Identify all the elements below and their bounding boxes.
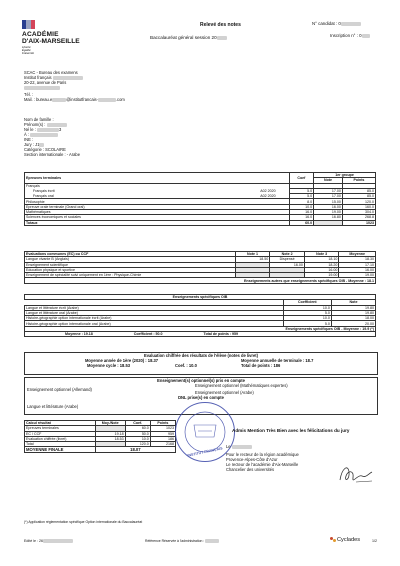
table-row: Enseignement de spécialité suivi uniquement en 1ère : Physique-Chimie 19.00 19.00 <box>26 273 374 278</box>
logo-line1: ACADÉMIE <box>22 31 59 38</box>
table-row: Total 120.0 2168 <box>26 442 174 447</box>
table-row: Enseignement scientifique 16.00 18.20 17.10 <box>26 262 374 267</box>
table-footer: Moyenne : 19.18 Coefficient : 50.0 Total de points : 959 <box>25 332 376 337</box>
footer-reference: Référence Réservée à l'administration : <box>145 539 219 544</box>
candidate-number: N° candidat : 0 <box>312 21 361 26</box>
candidate-block: Nom de famille : Prénom(s) : Né le : 3 À : INE : Jury : J1 Catégorie : SCOLAIRE Section internationale : - Arabe <box>24 117 80 157</box>
academy-logo <box>22 20 97 55</box>
table-row: Histoire-géographie option internationale écrit (Arabe) 10.0 18.00 <box>26 316 374 321</box>
table-row: Langue vivante B (Anglais) 18.50 Dispensé 18.10 18.30 <box>26 257 374 262</box>
table-row: Histoire-géographie option internationale oral (Arabe) 5.0 20.00 <box>26 321 374 326</box>
logo-line2: D'AIX-MARSEILLE <box>22 38 80 45</box>
footer-edited: Edité le : 26 <box>24 539 73 544</box>
table-row: EC / CCF 19.18 50.0 959 <box>26 431 174 436</box>
rector-signature <box>336 460 376 488</box>
options-box: Enseignement(s) optionnel(s) pris en compte Enseignement optionnel (Mathématiques expertes) Enseignement optionnel (Allemand) Enseignement optionnel (Arabe) DNL prise(s) en compte Langue et littérature (Arabe) <box>24 377 378 415</box>
footnote: (*) Application réglementation spécifique Option internationale du Baccalauréat <box>24 520 143 524</box>
office-block: SCAC - Bureau des examens Institut français 20-22, avenue de Paris Tél. : Mail. : bureau.e @institutfrancais- .com <box>24 70 125 102</box>
table-row: Français oral A02 2020 5.0 17.00 85.0 <box>25 194 376 199</box>
calcul-resultat-table: Calcul résultat Moy./Note Coef. Points Epreuves terminales 60.0 1023 EC / CCF 19.18 50.0 959 Evaluation chiffrée (livret) 18.53 10.0 186 Total 120.0 2168 MOYENNE FINALE 18.07 <box>26 421 174 452</box>
table-row: Evaluation chiffrée (livret) 18.53 10.0 186 <box>26 436 174 441</box>
decision-signature-block: Pour le recteur de la région académique Provence-Alpes-Côte d'Azur Le recteur de l'académie d'Aix-Marseille Chancelier des universités <box>226 452 299 472</box>
evaluations-communes-table: Evaluations communes (EC) ou CCF Note 1 Note 2 Note 3 Moyenne Langue vivante B (Anglais) 18.50 Dispensé 18.10 18.30 Enseignement scientifique 16.00 18.20 17.10 Education physique et sportive 16.00 16.00 Enseignement de spécialité suivi uniquement en 1ère : Physique-Chimie 19.00 19.00 Enseignements autres que enseignements spécifiques OIB - Moyenne : 18.1 <box>26 252 374 283</box>
totals-row: Totaux 60.0 1023 <box>26 220 374 225</box>
doc-subtitle: Baccalauréat général session 20 <box>150 35 227 40</box>
table-row: Epreuve orale terminale (Grand oral) 10.0 16.00 160.0 <box>26 204 374 209</box>
table-row: Education physique et sportive 16.00 16.00 <box>26 267 374 272</box>
logo-motto: Liberté Égalité Fraternité <box>22 45 34 55</box>
table-row: Langue et littérature écrit (Arabe) 10.0 19.80 <box>26 305 374 310</box>
table-footer: Enseignements autres que enseignements spécifiques OIB - Moyenne : 18.1 <box>25 278 376 283</box>
table-row: Langue et littérature oral (Arabe) 5.0 19.80 <box>26 310 374 315</box>
oib-table: Enseignements spécifiques OIB Coefficient Note Langue et littérature écrit (Arabe) 10.0 19.80 Langue et littérature oral (Arabe) 5.0 19.80 Histoire-géographie option internationale écrit (Arabe) 10.0 18.00 Histoire-géographie option internationale oral (Arabe) 5.0 20.00 Enseignements spécifiques OIB - Moyenne : 19.9 (*) Moyenne : 19.18 Coefficient : 50.0 Total de points : 959 <box>26 295 374 337</box>
final-average-row: MOYENNE FINALE 18.07 <box>25 447 176 452</box>
evaluation-chiffree-box: Evaluation chiffrée des résultats de l'élève (notes de livret) Moyenne année de 1ère (2020) : 18.37 Moyenne annuelle de terminale : 18.7 Moyenne cycle : 18.53 Coef. : 10.0 Total de points : 186 <box>24 352 378 375</box>
table-footer: Enseignements spécifiques OIB - Moyenne : 19.9 (*) <box>25 326 376 331</box>
table-row: Français <box>25 183 376 188</box>
table-row: Mathématiques 16.0 19.00 304.0 <box>26 210 374 215</box>
table-row: Français écrit A02 2020 5.0 17.00 85.0 <box>25 188 376 193</box>
brand-icon <box>330 537 337 542</box>
table-row: Sciences économiques et sociales 16.0 16.80 268.8 <box>26 215 374 220</box>
marianne-icon <box>22 20 36 29</box>
registration-number: Inscription n° : 0 <box>330 33 370 38</box>
table-row: Philosophie 8.0 15.00 120.0 <box>26 199 374 204</box>
decision-text: Admis Mention Très Bien avec les félicitations du jury <box>232 428 350 433</box>
page-number: 1/2 <box>372 539 377 543</box>
epreuves-terminales-table: Epreuves terminales Coef 1er groupe Note Points Français Français écrit A02 2020 5.0 17.00 85.0 Français oral A02 2020 5.0 17.00 85.0 Philosophie 8.0 15.00 120.0 Epreuve orale terminale (Grand oral) 10.0 16.00 160.0 Mathématiques 16.0 19.00 304.0 Sciences économiques et sociales 16.0 16.80 268.8 Totaux 60.0 1023 <box>26 173 374 225</box>
footer-brand: Cyclades <box>330 537 360 543</box>
stamp-label: INSTITUT FRANÇAIS <box>187 446 223 458</box>
table-row: Epreuves terminales 60.0 1023 <box>26 426 174 431</box>
decision-date: Le <box>226 444 252 449</box>
doc-title: Relevé des notes <box>200 22 241 28</box>
